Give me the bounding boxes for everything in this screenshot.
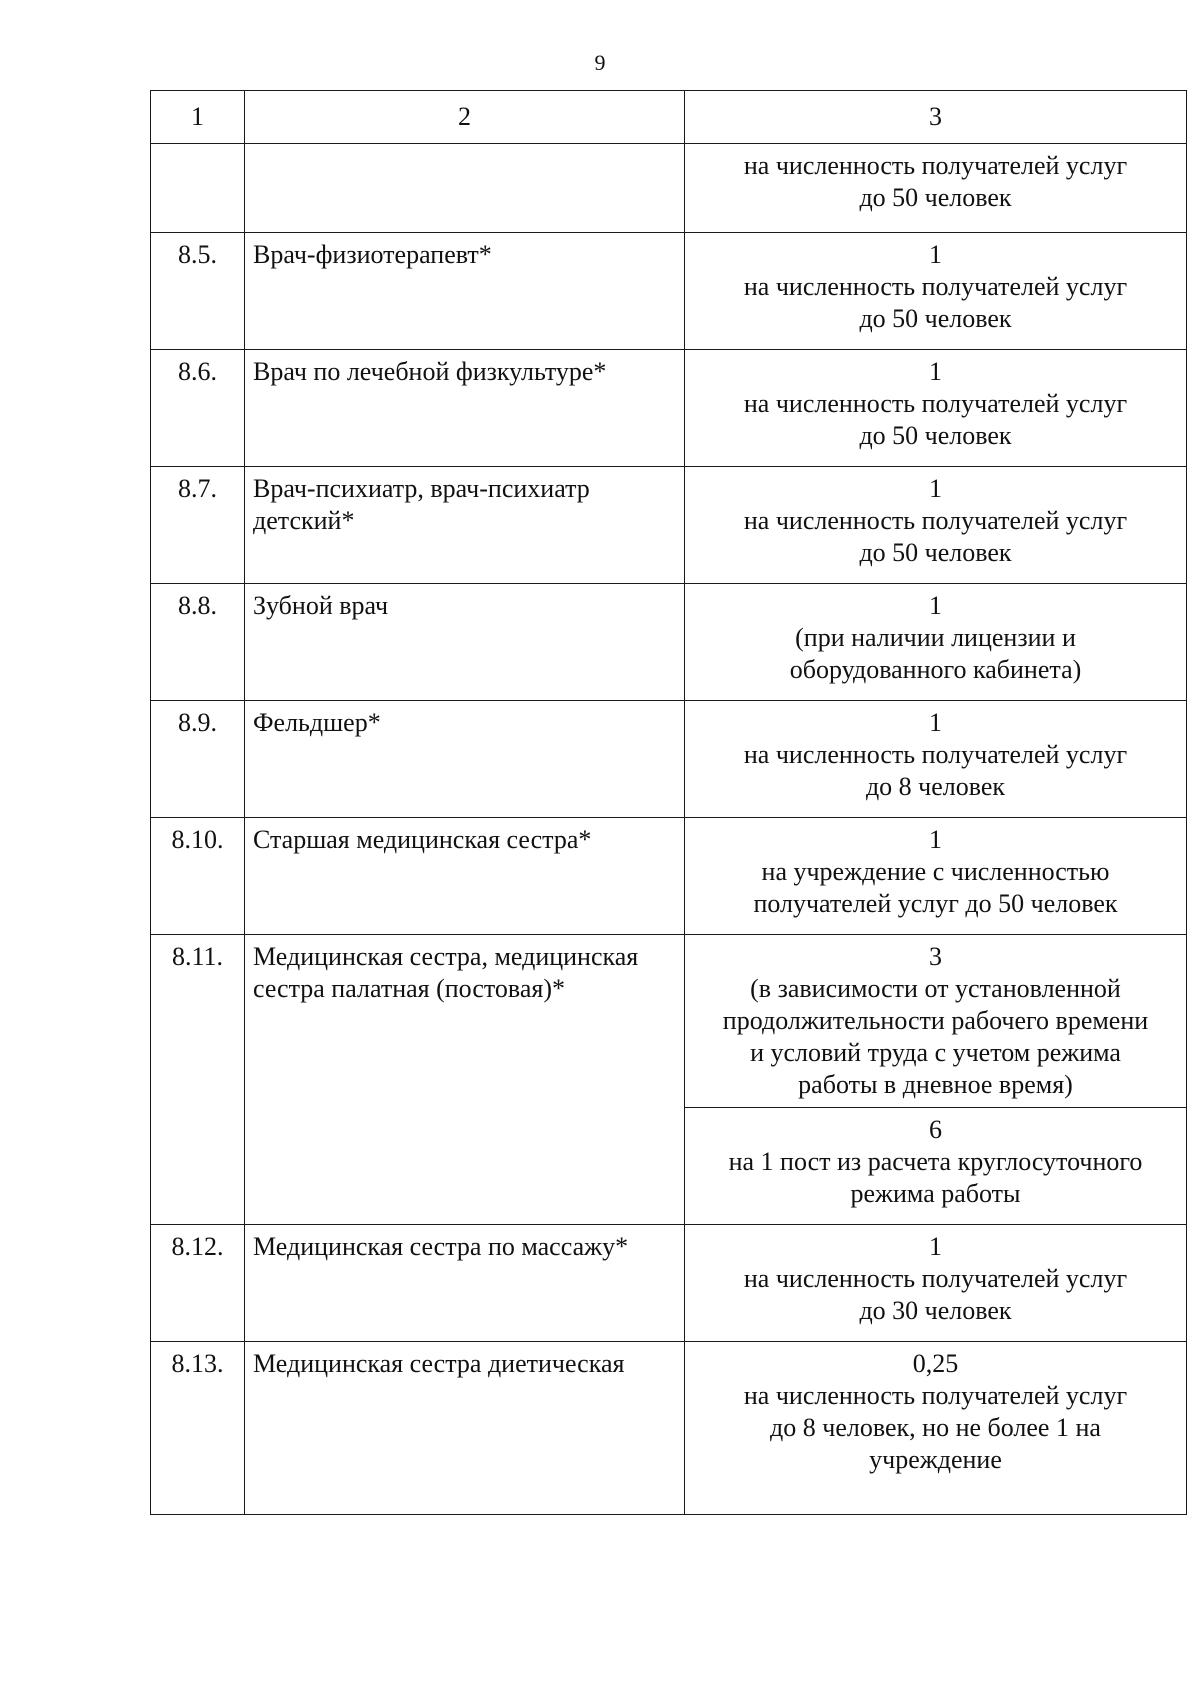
norm-value: 1 bbox=[929, 240, 942, 269]
table-row bbox=[151, 701, 1187, 818]
norm-cell bbox=[685, 935, 1187, 1108]
norm-description: на численность получателей услуг до 50 человек bbox=[743, 151, 1128, 212]
table-row bbox=[151, 350, 1187, 467]
table-row-continuation bbox=[151, 144, 1187, 233]
position-name: Врач-физиотерапевт* bbox=[245, 233, 685, 350]
norm-value: 1 bbox=[929, 708, 942, 737]
norm-cell bbox=[685, 1225, 1187, 1342]
position-name: Медицинская сестра, медицинская сестра палатная (постовая)* bbox=[245, 935, 685, 1225]
table-row bbox=[151, 818, 1187, 935]
norm-description: на 1 пост из расчета круглосуточного режима работы bbox=[728, 1147, 1143, 1208]
row-number: 8.11. bbox=[151, 935, 245, 1225]
norm-cell bbox=[685, 818, 1187, 935]
table-header-row bbox=[151, 91, 1187, 144]
norm-description: на численность получателей услуг до 8 человек, но не более 1 на учреждение bbox=[743, 1381, 1128, 1474]
position-name: Зубной врач bbox=[245, 584, 685, 701]
position-name: Врач-психиатр, врач-психиатр детский* bbox=[245, 467, 685, 584]
norm-description: на численность получателей услуг до 50 человек bbox=[743, 389, 1128, 450]
table-row-split bbox=[151, 935, 1187, 1108]
position-name: Врач по лечебной физкультуре* bbox=[245, 350, 685, 467]
column-header-position: 2 bbox=[245, 91, 685, 144]
norm-value: 1 bbox=[929, 357, 942, 386]
norm-description: (при наличии лицензии и оборудованного кабинета) bbox=[789, 623, 1082, 684]
position-name: Медицинская сестра диетическая bbox=[245, 1342, 685, 1515]
staffing-norms-table bbox=[150, 90, 1187, 1515]
row-number: 8.8. bbox=[151, 584, 245, 701]
norm-description: на численность получателей услуг до 50 человек bbox=[743, 272, 1128, 333]
norm-description: (в зависимости от установленной продолжительности рабочего времени и условий труда с учетом режима работы в дневное время) bbox=[722, 974, 1149, 1099]
norm-cell bbox=[685, 1342, 1187, 1515]
norm-value: 1 bbox=[929, 591, 942, 620]
norm-cell bbox=[685, 233, 1187, 350]
table-row bbox=[151, 1225, 1187, 1342]
norm-description: на численность получателей услуг до 50 человек bbox=[743, 506, 1128, 567]
row-number: 8.10. bbox=[151, 818, 245, 935]
position-name bbox=[245, 144, 685, 233]
position-name: Медицинская сестра по массажу* bbox=[245, 1225, 685, 1342]
row-number: 8.9. bbox=[151, 701, 245, 818]
column-header-number: 1 bbox=[151, 91, 245, 144]
table-row bbox=[151, 233, 1187, 350]
norm-cell bbox=[685, 1108, 1187, 1225]
norm-value: 0,25 bbox=[912, 1349, 959, 1378]
norm-description: на учреждение с численностью получателей услуг до 50 человек bbox=[753, 857, 1118, 918]
norm-cell bbox=[685, 144, 1187, 233]
table-row bbox=[151, 584, 1187, 701]
row-number: 8.5. bbox=[151, 233, 245, 350]
row-number bbox=[151, 144, 245, 233]
norm-cell bbox=[685, 467, 1187, 584]
norm-value: 6 bbox=[929, 1115, 942, 1144]
table-row bbox=[151, 1342, 1187, 1515]
norm-value: 1 bbox=[929, 825, 942, 854]
position-name: Фельдшер* bbox=[245, 701, 685, 818]
norm-description: на численность получателей услуг до 30 человек bbox=[743, 1264, 1128, 1325]
table-row bbox=[151, 467, 1187, 584]
row-number: 8.6. bbox=[151, 350, 245, 467]
norm-cell bbox=[685, 701, 1187, 818]
norm-cell bbox=[685, 350, 1187, 467]
norm-cell bbox=[685, 584, 1187, 701]
row-number: 8.13. bbox=[151, 1342, 245, 1515]
norm-value: 1 bbox=[929, 1232, 942, 1261]
norm-description: на численность получателей услуг до 8 человек bbox=[743, 740, 1128, 801]
column-header-norm: 3 bbox=[685, 91, 1187, 144]
row-number: 8.7. bbox=[151, 467, 245, 584]
row-number: 8.12. bbox=[151, 1225, 245, 1342]
norm-value: 3 bbox=[929, 942, 942, 971]
norm-value: 1 bbox=[929, 474, 942, 503]
page-number: 9 bbox=[594, 50, 606, 75]
position-name: Старшая медицинская сестра* bbox=[245, 818, 685, 935]
